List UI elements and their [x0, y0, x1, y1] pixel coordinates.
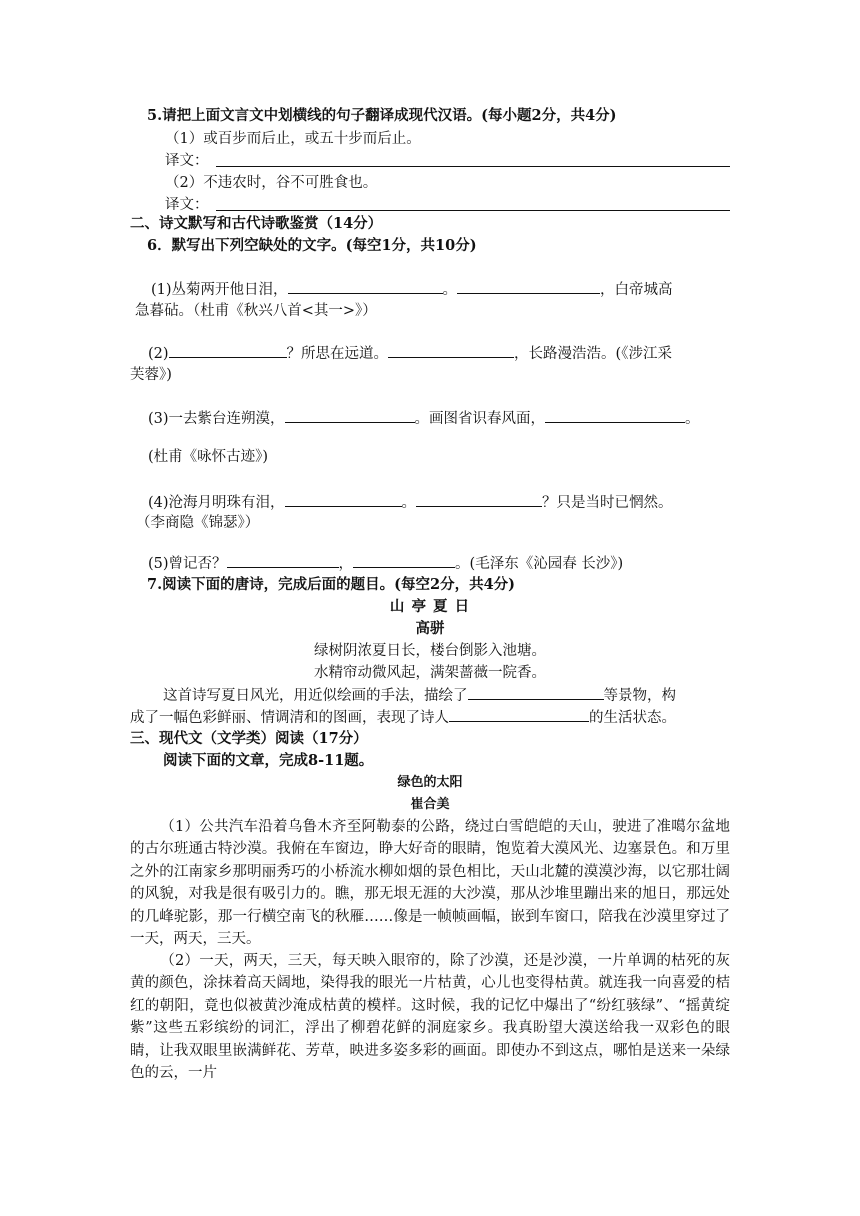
article-title: 绿色的太阳: [397, 775, 463, 790]
q6-title: 6．默写出下列空缺处的文字。(每空1分，共10分): [147, 237, 477, 254]
q6-item-1-blank-2[interactable]: [457, 278, 600, 294]
q6-item-3: [148, 407, 748, 430]
q6-item-2-text-b: ？所思在远道。: [286, 346, 389, 362]
q6-item-1-text-c: ，白帝城高: [600, 282, 673, 298]
article-paragraph-1: [130, 816, 730, 950]
q7-question-line-1: [163, 684, 763, 707]
poem-author: 高骈: [415, 620, 445, 637]
q7-blank-2[interactable]: [449, 706, 589, 722]
q6-item-5-text-b: ，: [338, 556, 354, 572]
q6-item-1-text-a: (1)丛菊两开他日泪，: [151, 282, 288, 298]
q6-item-1-blank-1[interactable]: [288, 278, 443, 294]
q6-item-2-source: 芙蓉》): [130, 367, 172, 383]
article-paragraph-2: [130, 950, 730, 1084]
q5-sentence-1: （1）或百步而后止，或五十步而后止。: [165, 131, 421, 147]
q6-item-5-blank-1[interactable]: [227, 552, 339, 568]
q6-item-5-text-a: (5)曾记否？: [148, 556, 227, 572]
poem-line-1: 绿树阴浓夏日长，楼台倒影入池塘。: [314, 643, 546, 659]
q5-answer-line-2[interactable]: [216, 210, 730, 211]
q6-item-4-text-a: (4)沧海月明珠有泪，: [148, 495, 285, 511]
reading-intro: 阅读下面的文章，完成8-11题。: [163, 752, 374, 769]
q6-item-3-text-c: 。: [685, 411, 700, 427]
q6-item-5-blank-2[interactable]: [353, 552, 455, 568]
q6-item-2-text-a: (2): [148, 346, 169, 362]
article-paragraph-1-text: （1）公共汽车沿着乌鲁木齐至阿勒泰的公路，绕过白雪皑皑的天山，驶进了准噶尔盆地的古尔班通古特沙漠。我俯在车窗边，睁大好奇的眼睛，饱览着大漠风光、边塞景色。和万里之外的江南家乡那明丽秀巧的小桥流水柳如烟的景色相比，天山北麓的漠漠沙海，以它那壮阔的风貌，对我是很有吸引力的。瞧，那无垠无涯的大沙漠，那从沙堆里蹦出来的旭日，那远处的几峰驼影，那一行横空南飞的秋雁……像是一帧帧画幅，嵌到车窗口，陪我在沙漠里穿过了一天，两天，三天。: [130, 819, 730, 948]
q7-question-line-2: [130, 706, 730, 729]
q6-item-1-text-b: 。: [442, 282, 458, 298]
q5-translation-label-1: 译文：: [165, 153, 209, 169]
q6-item-4-blank-2[interactable]: [416, 491, 542, 507]
q6-item-5: [148, 552, 748, 575]
article-author: 崔合美: [410, 797, 450, 812]
q6-item-3-text-b: 。画图省识春风面，: [414, 411, 546, 427]
section-3-heading: 三、现代文（文学类）阅读（17分）: [130, 730, 368, 747]
q6-item-3-text-a: (3)一去紫台连朔漠，: [148, 411, 285, 427]
q6-item-2-text-c: ，长路漫浩浩。(《涉江采: [514, 346, 672, 362]
q6-item-4: [148, 491, 748, 514]
section-2-heading: 二、诗文默写和古代诗歌鉴赏（14分）: [130, 215, 383, 232]
poem-title: 山 亭 夏 日: [389, 598, 471, 615]
q6-item-5-text-c: 。(毛泽东《沁园春 长沙》): [455, 556, 624, 572]
q6-item-3-blank-2[interactable]: [545, 407, 685, 423]
q5-sentence-2: （2）不违农时，谷不可胜食也。: [165, 175, 378, 191]
q6-item-2-blank-1[interactable]: [169, 342, 287, 358]
q7-text-2a: 成了一幅色彩鲜丽、情调清和的图画，表现了诗人: [130, 710, 449, 726]
q6-item-4-text-b: 。: [401, 495, 417, 511]
article-paragraph-2-text: （2）一天，两天，三天，每天映入眼帘的，除了沙漠，还是沙漠，一片单调的枯死的灰黄的颜色，涂抹着高天阔地，染得我的眼光一片枯黄，心儿也变得枯黄。就连我一向喜爱的桔红的朝阳，竟也似被黄沙淹成枯黄的模样。这时候，我的记忆中爆出了“纷红骇绿”、“摇黄绽紫”这些五彩缤纷的词汇，浮出了柳碧花鲜的洞庭家乡。我真盼望大漠送给我一双彩色的眼睛，让我双眼里嵌满鲜花、芳草，映进多姿多彩的画面。即使办不到这点，哪怕是送来一朵绿色的云，一片: [130, 953, 730, 1082]
q7-title: 7.阅读下面的唐诗，完成后面的题目。(每空2分，共4分): [147, 576, 516, 593]
q6-item-3-source: (杜甫《咏怀古迹》): [148, 449, 269, 465]
q6-item-4-source: （李商隐《锦瑟》）: [136, 515, 260, 531]
q7-text-1a: 这首诗写夏日风光，用近似绘画的手法，描绘了: [163, 688, 468, 704]
q7-text-2b: 的生活状态。: [589, 710, 676, 726]
q6-item-1: [151, 278, 751, 301]
q6-item-4-text-c: ？只是当时已惘然。: [542, 495, 673, 511]
q7-text-1b: 等景物，构: [603, 688, 676, 704]
q6-item-2: [148, 342, 748, 365]
q5-answer-line-1[interactable]: [216, 166, 730, 167]
q6-item-1-source: 急暮砧。（杜甫《秋兴八首<其一>》）: [135, 303, 377, 319]
q6-item-4-blank-1[interactable]: [285, 491, 402, 507]
q5-title: 5.请把上面文言文中划横线的句子翻译成现代汉语。(每小题2分，共4分): [147, 107, 617, 124]
q5-translation-label-2: 译文：: [165, 197, 209, 213]
poem-line-2: 水精帘动微风起，满架蔷薇一院香。: [314, 665, 546, 681]
q7-blank-1[interactable]: [468, 684, 604, 700]
q6-item-2-blank-2[interactable]: [388, 342, 514, 358]
q6-item-3-blank-1[interactable]: [285, 407, 415, 423]
